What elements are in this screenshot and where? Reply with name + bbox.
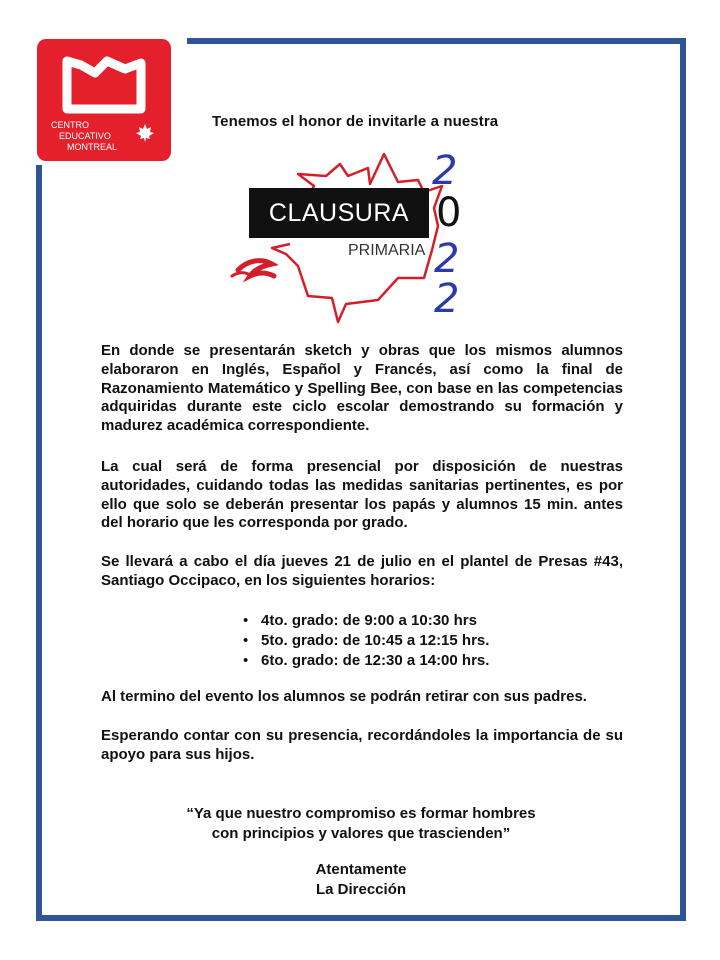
- schedule-item-4to: • 4to. grado: de 9:00 a 10:30 hrs: [241, 611, 489, 631]
- logo-text-line-3: MONTREAL: [67, 142, 118, 152]
- primaria-subtitle: PRIMARIA: [348, 242, 426, 259]
- year-digit-3: 2: [434, 236, 460, 282]
- clausura-banner: [228, 146, 478, 330]
- paragraph-activities: En donde se presentarán sketch y obras que los mismos alumnos elaboraron en Inglés, Español y Francés, así como la final de Razonamiento Matemático y Spelling Bee, con base en las competencias adquiridas durante este ciclo escolar demostrando su formación y madurez académica correspondiente.: [101, 342, 623, 435]
- schedule-list: [241, 611, 489, 671]
- paragraph-pickup: Al termino del evento los alumnos se podrán retirar con sus padres.: [101, 688, 587, 705]
- signature-line-1: Atentamente: [315, 861, 407, 878]
- signature-line-2: La Dirección: [315, 881, 407, 898]
- schedule-item-5to: • 5to. grado: de 10:45 a 12:15 hrs.: [241, 631, 489, 651]
- year-digit-1: 2: [432, 148, 458, 194]
- paragraph-date-location: Se llevará a cabo el día jueves 21 de julio en el plantel de Presas #43, Santiago Occipaco, en los siguientes horarios:: [101, 553, 623, 589]
- year-digit-4: 2: [434, 276, 460, 322]
- year-digit-2: 0: [436, 190, 462, 236]
- schedule-item-6to: • 6to. grado: de 12:30 a 14:00 hrs.: [241, 651, 489, 671]
- logo-badge: [37, 39, 171, 161]
- quote-line-1: “Ya que nuestro compromiso es formar hombres: [186, 805, 536, 822]
- school-logo: [33, 35, 187, 165]
- maple-leaf-icon: [136, 124, 154, 142]
- paragraph-presencial: La cual será de forma presencial por disposición de nuestras autoridades, cuidando todas las medidas sanitarias pertinentes, es por ello que solo se deberán presentar los papás y alumnos 15 min. antes del horario que les corresponda por grado.: [101, 458, 623, 532]
- invitation-line: Tenemos el honor de invitarle a nuestra: [212, 113, 499, 130]
- logo-emblem-icon: [37, 39, 171, 161]
- quote-line-2: con principios y valores que trascienden”: [211, 825, 511, 842]
- paragraph-closing: Esperando contar con su presencia, recordándoles la importancia de su apoyo para sus hijos.: [101, 727, 623, 763]
- clausura-title-box: [249, 188, 429, 238]
- clausura-title: CLAUSURA: [268, 198, 410, 227]
- logo-text-line-1: CENTRO: [51, 120, 89, 130]
- logo-text-line-2: EDUCATIVO: [59, 131, 111, 141]
